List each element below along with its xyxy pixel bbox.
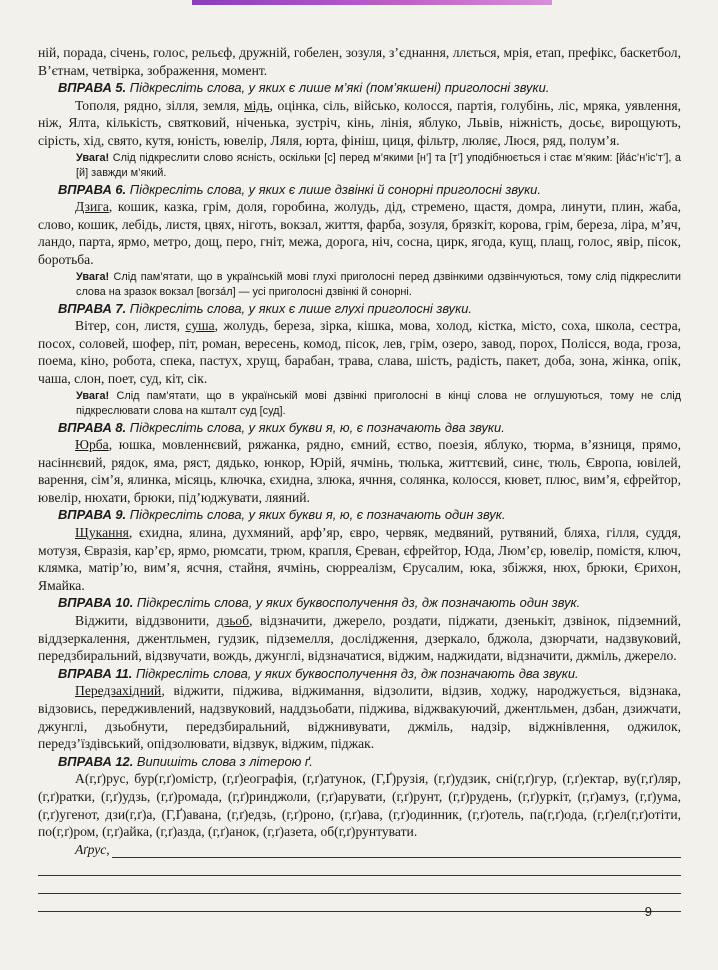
exercise-11-text — [38, 682, 681, 752]
top-color-bar — [192, 0, 552, 5]
exercise-11-heading — [38, 665, 681, 683]
exercise-8-number: ВПРАВА 8. — [58, 419, 127, 435]
page-number: 9 — [644, 904, 652, 919]
exercise-12-heading — [38, 753, 681, 771]
exercise-6-task: Підкресліть слова, у яких є лише дзвінкі й сонорні приголосні звуки. — [129, 181, 541, 197]
exercise-10-words: , відзначити, джерело, роздати, піджати, дзенькіт, дзвінок, підземний, віддзеркалення, джентльмен, гудзик, підземелля, дослідження, дзеркало, бджола, дзюрчати, надзвуковий, передзбиральний, відзвучати, вождь, джунглі, відзначатися, віджим, наджидати, відзначити, джміль, джерело. — [38, 613, 681, 664]
exercise-11-number: ВПРАВА 11. — [58, 665, 133, 681]
intro-paragraph: ній, порада, січень, голос, рельєф, дружній, гобелен, зозуля, з’єднання, ллється, мрія, етап, префікс, баскетбол, В’єтнам, четвірка, зображення, момент. — [38, 45, 681, 78]
exercise-9-underlined-word: Щукання — [75, 525, 129, 541]
exercise-9-number: ВПРАВА 9. — [58, 507, 127, 523]
exercise-5-heading — [38, 79, 681, 97]
exercise-8-heading — [38, 419, 681, 437]
exercise-9-words: , єхидна, ялина, духмяний, арф’яр, євро, червяк, медвяний, рутвяний, бляха, гілля, суддя, мотузя, Євразія, кар’єр, ярмо, рюмсати, трюм, крапля, Єреван, єфрейтор, Юда, Люм’єр, ювелір, помістя, ключ, клямка, матір’ю, вим’я, ясчня, стайня, ячмінь, сюрреалізм, Єрусалим, юка, збіжжя, нюх, брюки, Єрихон, Ямайка. — [38, 525, 681, 593]
exercise-5-note-text: Слід підкреслити слово ясність, оскільки [с] перед м’якими [н’] та [т’] уподібнюється і стає м’яким: [йа́с’н’іс’т’], а [й] завжди м’який. — [76, 151, 681, 179]
exercise-8-text — [38, 436, 681, 506]
exercise-6-note-text: Слід пам’ятати, що в українській мові глухі приголосні перед дзвінкими одзвінчуються, тому слід підкреслити слова на зразок вокзал [вогза́л] — усі приголосні дзвінкі й сонорні. — [76, 270, 681, 298]
exercise-9-task: Підкресліть слова, у яких букви я, ю, є позначають один звук. — [129, 507, 506, 523]
exercise-12-task: Випишіть слова з літерою ґ. — [136, 753, 313, 769]
exercise-6-text — [38, 198, 681, 268]
exercise-12-text: А(г,ґ)рус, бур(г,ґ)омістр, (г,ґ)еографія, (г,ґ)атунок, (Г,Ґ)рузія, (г,ґ)удзик, сні(г,ґ)гур, (г,ґ)ектар, ву(г,ґ)ляр, (г,ґ)ратки, (г,ґ)удзь, (г,ґ)ромада, (г,ґ)ринджоли, (г,ґ)арувати, (г,ґ)рунт, (г,ґ)рудень, (г,ґ)уркіт, (г,ґ)амуз, (г,ґ)ума, (г,ґ)угенот, дзи(г,ґ)а, (Г,Ґ)авана, (г,ґ)едзь, (г,ґ)роно, (г,ґ)ава, (г,ґ)одинник, (г,ґ)отель, па(г,ґ)ода, (г,ґ)ел(г,ґ)отіти, по(г,ґ)ром, (г,ґ)айка, (г,ґ)азда, (г,ґ)анок, (г,ґ)азета, об(г,ґ)рунтувати. — [38, 771, 681, 840]
exercise-8-underlined-word: Юрба — [75, 437, 109, 453]
exercise-8-task: Підкресліть слова, у яких букви я, ю, є позначають два звуки. — [129, 419, 505, 435]
exercise-7-underlined-word: суша — [185, 318, 215, 334]
exercise-11-words: , віджити, піджива, віджимання, відзолити, відзив, ходжу, народжується, відзнака, відзовись, передживлений, надзвуковий, наддзьобати, піджива, віджвакуючий, джентльмен, дзбан, дзижчати, джунглі, дзьобнути, передзбиральний, віджнивувати, джміль, надзір, віджнівлення, оджилок, передз’їздівський, опідзолювати, відзвук, віджим, піджак. — [38, 683, 681, 752]
exercise-10-underlined-word: дзьоб — [216, 613, 250, 629]
answer-line[interactable] — [38, 876, 681, 894]
exercise-5-text — [38, 97, 681, 150]
answer-rule — [112, 844, 681, 858]
exercise-5-underlined-word: мідь — [244, 97, 270, 113]
exercise-10-text — [38, 612, 681, 665]
exercise-6-number: ВПРАВА 6. — [58, 181, 127, 197]
exercise-7-task: Підкресліть слова, у яких є лише глухі приголосні звуки. — [129, 300, 472, 316]
exercise-6-underlined-word: Дзига — [75, 199, 109, 215]
answer-sample: Аґрус, — [75, 841, 110, 857]
exercise-10-heading — [38, 594, 681, 612]
exercise-6-note-label: Увага! — [76, 270, 110, 283]
exercise-7-note — [38, 389, 681, 419]
exercise-5-note-label: Увага! — [76, 151, 110, 164]
answer-line[interactable] — [38, 894, 681, 912]
exercise-11-task: Підкресліть слова, у яких буквосполучення дз, дж позначають два звуки. — [135, 665, 579, 681]
exercise-5-number: ВПРАВА 5. — [58, 80, 127, 96]
exercise-6-heading — [38, 181, 681, 199]
exercise-7-note-label: Увага! — [76, 389, 110, 402]
exercise-6-words: , кошик, казка, грім, доля, горобина, жолудь, дід, стремено, щастя, домра, линути, плин, жаба, слово, кошик, лебідь, листя, цвях, ніготь, вокзал, життя, фарба, зозуля, брязкіт, корова, грім, береза, ліра, м’яч, ландо, парта, ярмо, метро, дощ, перо, гніт, межа, дорога, ніч, сосна, цирк, ягода, кущ, плащ, голос, явір, пісок, боротьба. — [38, 199, 681, 267]
exercise-10-number: ВПРАВА 10. — [58, 595, 134, 611]
exercise-9-heading — [38, 506, 681, 524]
answer-lines — [38, 841, 681, 912]
exercise-7-heading — [38, 300, 681, 318]
exercise-5-task: Підкресліть слова, у яких є лише м’які (пом’якшені) приголосні звуки. — [129, 80, 550, 96]
exercise-7-note-text: Слід пам’ятати, що в українській мові дзвінкі приголосні в кінці слова не оглушуються, тому не слід підкреслювати слова на кшталт суд [суд]. — [76, 389, 681, 417]
answer-line-first[interactable] — [38, 841, 681, 858]
workbook-page — [38, 44, 681, 912]
exercise-7-start: Вітер, сон, листя, — [75, 318, 180, 334]
answer-line[interactable] — [38, 858, 681, 876]
exercise-7-number: ВПРАВА 7. — [58, 300, 127, 316]
exercise-6-note — [38, 270, 681, 300]
exercise-11-underlined-word: Передзахідний — [75, 683, 162, 699]
exercise-7-text — [38, 317, 681, 387]
exercise-10-task: Підкресліть слова, у яких буквосполучення дз, дж позначають один звук. — [136, 595, 581, 611]
exercise-12-number: ВПРАВА 12. — [58, 753, 134, 769]
exercise-10-start: Віджити, віддзвонити, — [75, 613, 210, 629]
exercise-5-words: , оцінка, сіль, військо, колосся, партія, голубінь, ліс, мряка, уявлення, ніж, Ялта, кількість, святковий, ніченька, зустріч, кінь, лінія, яблуко, Львів, ніжність, досьє, вирощують, сірість, хід, свято, кутя, юність, ювелір, Ляля, юрта, фініш, циця, фільтр, люляє, Люся, ряд, полум’я. — [38, 97, 682, 148]
exercise-5-note — [38, 151, 681, 181]
exercise-7-words: , жолудь, береза, зірка, кішка, мова, холод, кістка, місто, соха, школа, сестра, посох, соловей, шофер, піт, роман, вересень, комод, пісок, лев, грім, озеро, завод, порох, Полісся, вода, гроза, поема, кіно, робота, спека, пастух, хрущ, барабан, трава, слава, шість, радість, пакет, доба, зона, жінка, опік, чаша, слон, поет, суд, кіт, сік. — [38, 318, 681, 386]
exercise-9-text — [38, 524, 681, 594]
exercise-5-start: Тополя, рядно, зілля, земля, — [75, 97, 240, 113]
exercise-8-words: , юшка, мовленнєвий, ряжанка, рядно, ємний, єство, поезія, яблуко, тюрма, в’язниця, прямо, насіннєвий, рядок, яма, ряст, дядько, юнкор, Юрій, ячмінь, тюлька, життєвий, синє, тюль, Європа, ювілей, варення, сім’я, ялинка, місяць, ключка, єхидна, злюка, ячння, солянка, колосся, кювет, плюс, вим’я, єфрейтор, ювелір, нюхати, брюки, під’юджувати, ляяний. — [38, 437, 681, 505]
